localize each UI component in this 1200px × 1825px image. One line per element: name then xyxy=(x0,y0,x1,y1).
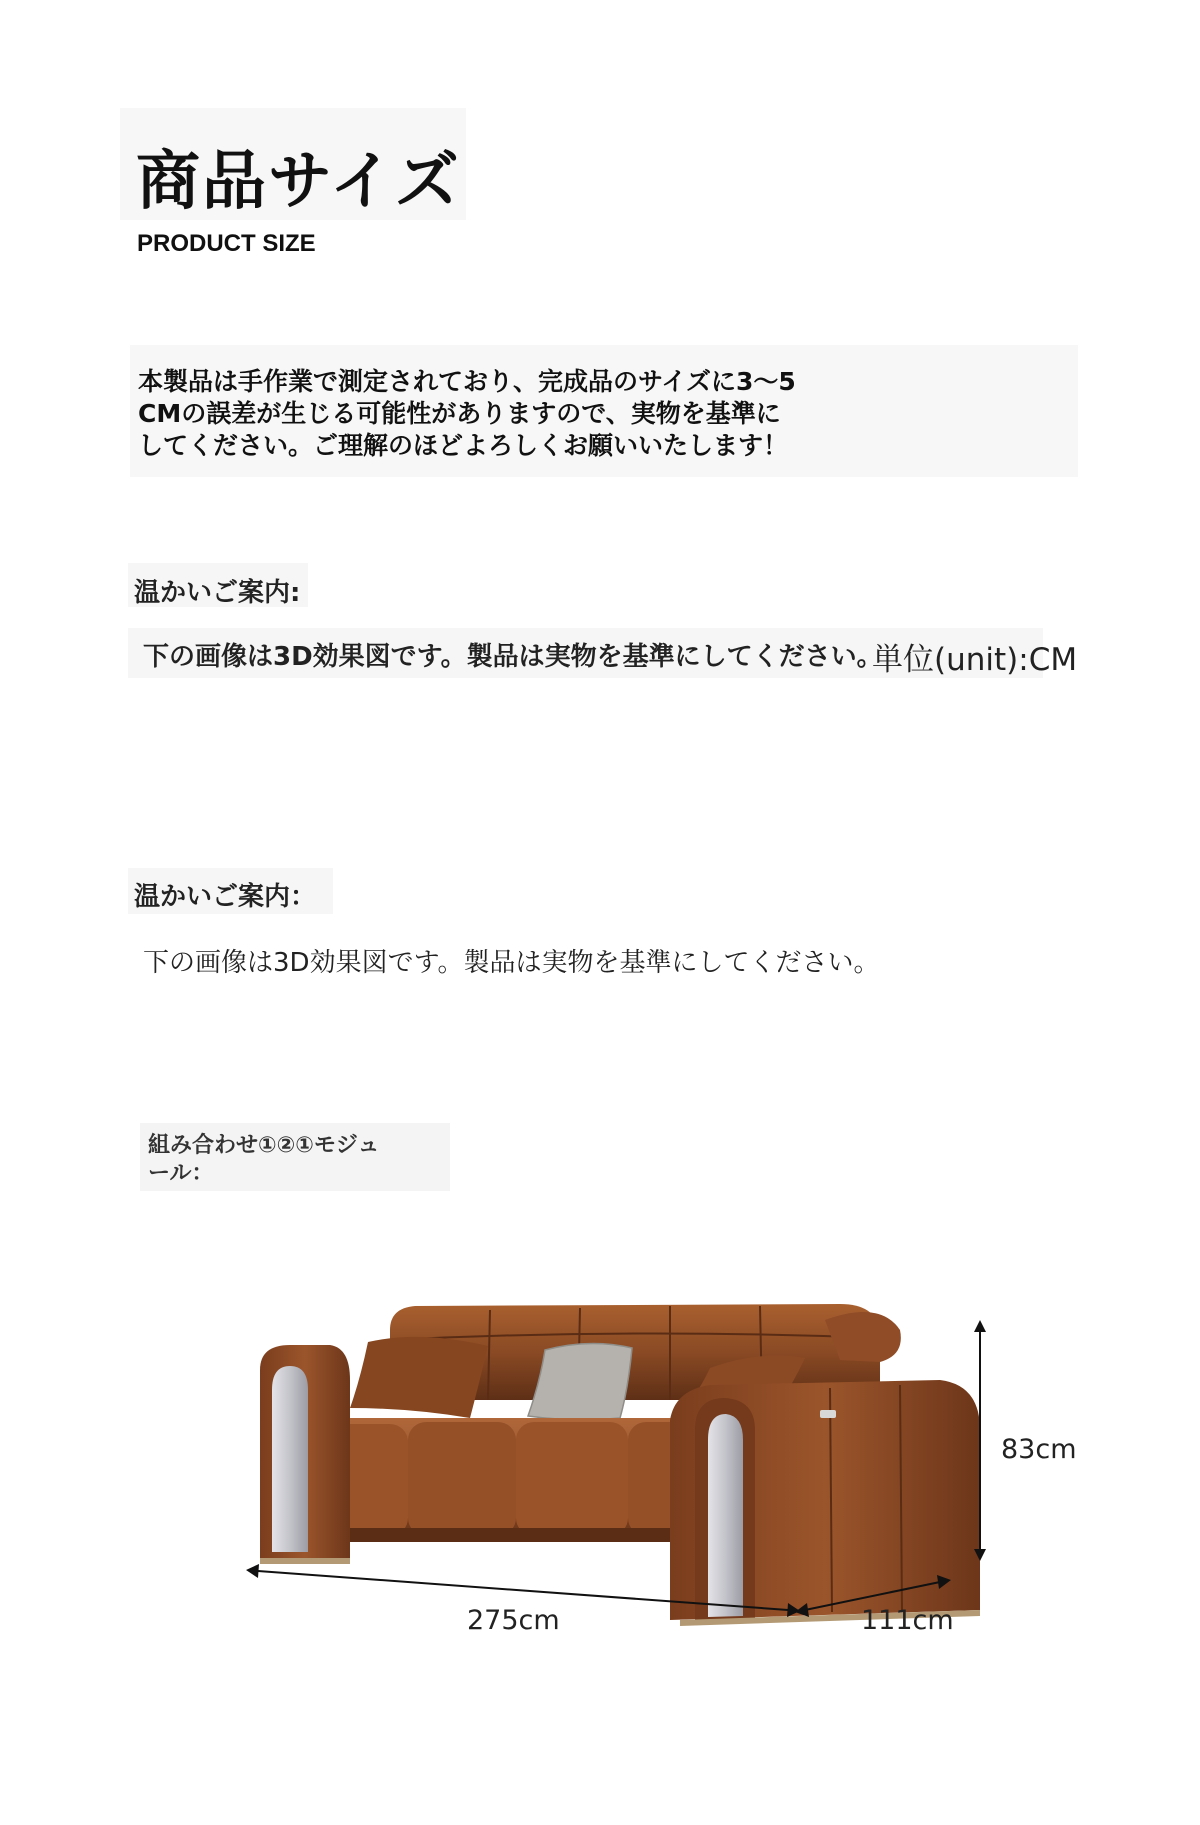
width-label: 275cm xyxy=(467,1605,560,1636)
height-label: 83cm xyxy=(1001,1434,1077,1465)
tip-heading: 温かいご案内： xyxy=(134,882,317,912)
dimension-lines xyxy=(240,1320,1160,1650)
tip-heading: 温かいご案内: xyxy=(134,578,301,608)
notice-line: してください。ご理解のほどよろしくお願いいたします！ xyxy=(138,431,789,460)
page-subtitle: PRODUCT SIZE xyxy=(137,230,316,257)
page-title: 商品サイズ xyxy=(136,145,461,219)
notice-line: CMの誤差が生じる可能性がありますので、実物を基準に xyxy=(138,399,781,428)
depth-label: 111cm xyxy=(861,1605,954,1636)
tip-text: 下の画像は3D効果図です。製品は実物を基準にしてください。 xyxy=(143,642,883,672)
tip-text: 下の画像は3D効果図です。製品は実物を基準にしてください。 xyxy=(143,948,880,978)
module-label-line: ール： xyxy=(148,1161,214,1186)
height-dimension-line xyxy=(974,1320,986,1561)
notice-line: 本製品は手作業で測定されており、完成品のサイズに3〜5 xyxy=(138,367,796,396)
module-label-line: 組み合わせ①②①モジュ xyxy=(148,1133,380,1158)
unit-label: 単位(unit):CM xyxy=(872,642,1078,678)
